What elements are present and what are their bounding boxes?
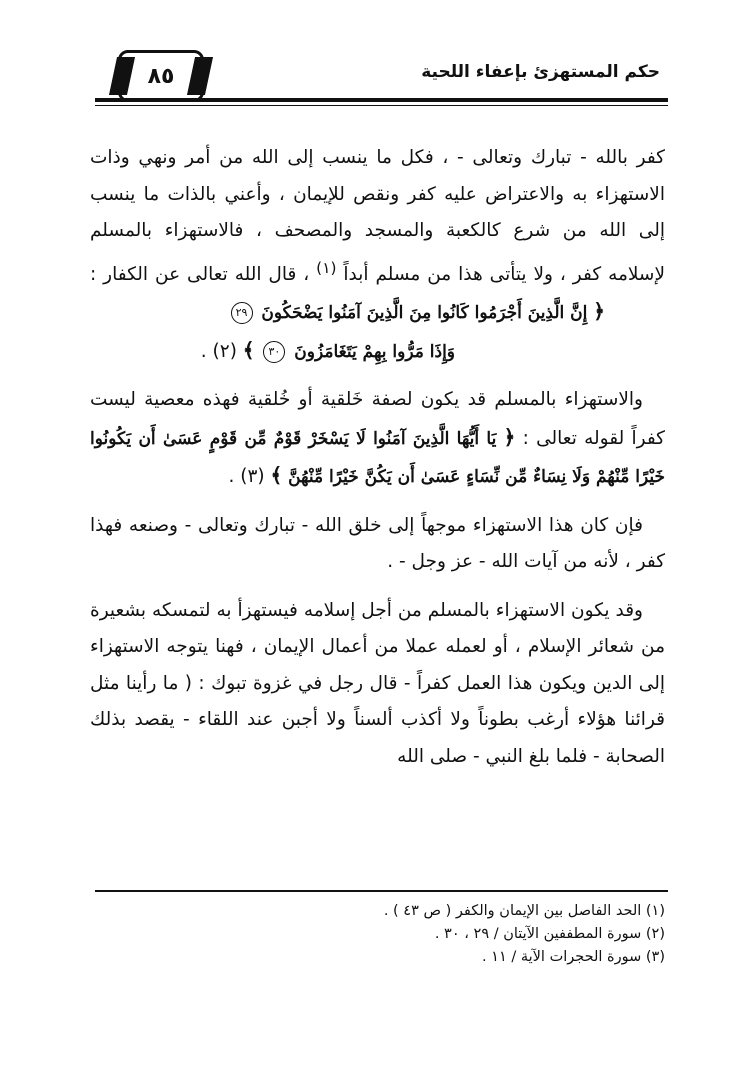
footnote-ref-1: (١) (316, 258, 337, 277)
quran-close-bracket: ﴾ (270, 463, 283, 488)
footnote-ref-2: (٢) . (200, 340, 237, 362)
footnote-3: (٣) سورة الحجرات الآية / ١١ . (481, 949, 665, 965)
paragraph-4 (90, 593, 665, 776)
footnote-1: (١) الحد الفاصل بين الإيمان والكفر ( ص ٤٣ ) . (383, 903, 665, 919)
running-header-title: حكم المستهزئ بإعفاء اللحية (421, 62, 660, 82)
header-rule-thick (95, 98, 668, 102)
footnote-separator (95, 890, 668, 892)
quran-open-bracket: ﴿ (593, 299, 605, 324)
paragraph-2-text: والاستهزاء بالمسلم قد يكون لصفة خَلقية أو خُلقية فهذه معصية ليست كفراً لقوله تعالى : (90, 389, 665, 449)
paragraph-3-text: فإن كان هذا الاستهزاء موجهاً إلى خلق الله - تبارك وتعالى - وصنعه فهذا كفر ، لأنه من آيات الله - عز وجل - . (90, 514, 665, 573)
paragraph-2 (90, 382, 665, 496)
ayah-marker-30: ٣٠ (263, 341, 285, 363)
footnote-2: (٢) سورة المطففين الآيتان / ٢٩ ، ٣٠ . (434, 926, 665, 942)
paragraph-4-text: وقد يكون الاستهزاء بالمسلم من أجل إسلامه فيستهزأ به لتمسكه بشعيرة من شعائر الإسلام ، أو لعمله عملا من أعمال الإيمان ، فهنا يتوجه الاستهزاء إلى الدين ويكون هذا العمل كفراً - قال رجل في غزوة تبوك : ( ما رأينا مثل قرائنا هؤلاء أرغب بطوناً ولا أكذب ألسناً ولا أجبن عند اللقاء - يقصد بذلك الصحابة - فلما بلغ النبي - صلى الله (90, 599, 665, 767)
page-number: ٨٥ (147, 63, 175, 89)
paragraph-3 (90, 508, 665, 581)
body-text (90, 140, 665, 775)
footnotes (90, 900, 665, 969)
quran-close-bracket: ﴾ (242, 337, 255, 362)
ayah-marker-29: ٢٩ (231, 302, 253, 324)
quran-open-bracket: ﴿ (503, 424, 516, 449)
header-rule-thin (95, 105, 668, 106)
paragraph-1 (90, 140, 665, 370)
quran-verse-3: يَا أَيُّهَا الَّذِينَ آمَنُوا لَا يَسْخَرْ قَوْمٌ مِّن قَوْمٍ عَسَىٰ أَن يَكُونُوا خَيْرًا مِّنْهُمْ وَلَا نِسَاءٌ مِّن نِّسَاءٍ عَسَىٰ أَن يَكُنَّ خَيْرًا مِّنْهُنَّ (90, 428, 665, 488)
footnote-ref-3: (٣) . (228, 466, 265, 488)
paragraph-1-text-end: ، قال الله تعالى عن الكفار : (90, 263, 310, 285)
page-number-badge (118, 50, 204, 102)
paragraph-1-text: كفر بالله - تبارك وتعالى - ، فكل ما ينسب إلى الله من أمر ونهي وذات الاستهزاء به والاعتراض عليه كفر ونقص للإيمان ، وأعني بالذات ما ينسب إلى الله من شرع كالكعبة والمسجد والمصحف ، فالاستهزاء بالمسلم لإسلامه كفر ، ولا يتأتى هذا من مسلم أبداً (90, 147, 665, 285)
quran-verse-1: إِنَّ الَّذِينَ أَجْرَمُوا كَانُوا مِنَ الَّذِينَ آمَنُوا يَضْحَكُونَ (261, 303, 588, 324)
quran-verse-2: وَإِذَا مَرُّوا بِهِمْ يَتَغَامَزُونَ (294, 341, 455, 362)
